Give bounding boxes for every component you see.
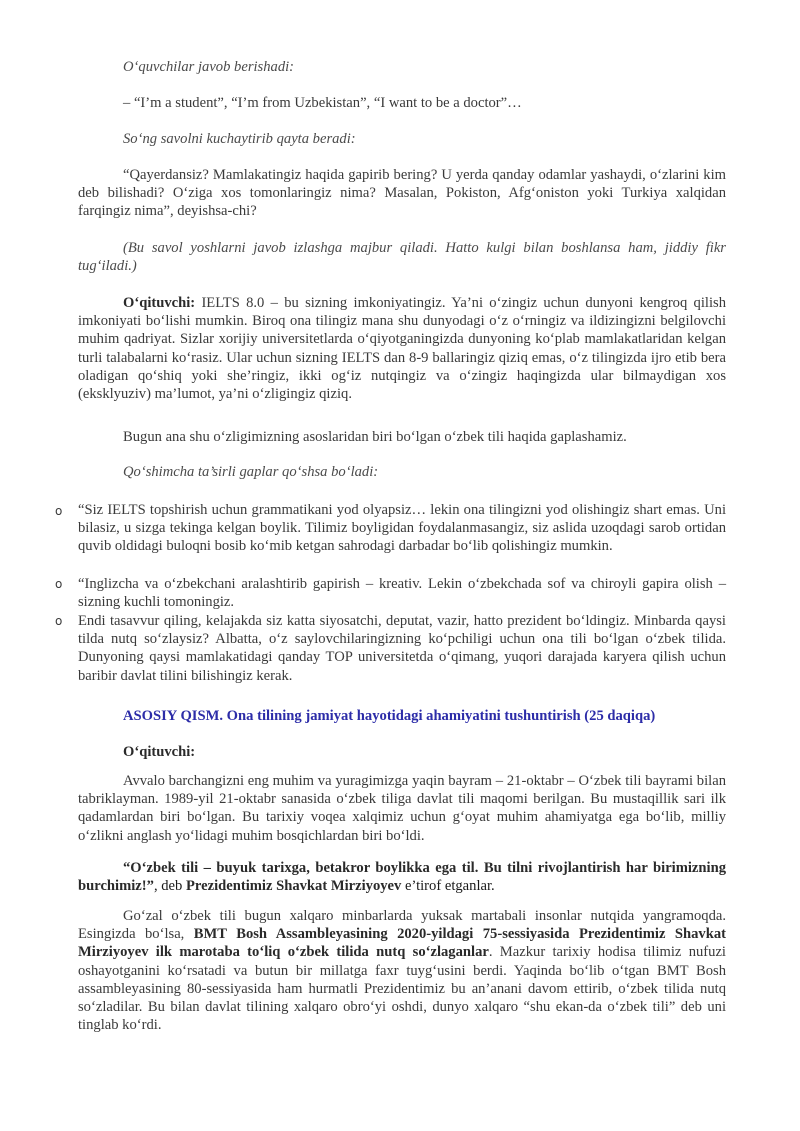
quote-ending: e’tirof etganlar. [401,878,495,895]
un-speech-rest: . Mazkur tarixiy hodisa tilimiz nufuzi oshayotganini ko‘rsatadi va butun bir millatga faxr tuyg‘usini berdi. Yaqinda bo‘lib o‘tgan BMT Bosh assambleyasining 80-sessiyasida ham hurmatli Prezidentimiz bu an’anani davom ettirib, o‘zbek tilida nutq so‘zladilar. Bu bilan davlat tilining xalqaro obro‘yi oshdi, dunyo xalqaro “shu ekan-da o‘zbek tili” deb uni tinglab ko‘rdi. [78,944,726,1034]
bullet-item: “Inglizcha va o‘zbekchani aralashtirib gapirish – kreativ. Lekin o‘zbekchada sof va chiroyli gapira olish – sizning kuchli tomoningiz. [78,576,726,611]
paragraph-un-speech [78,907,726,1034]
un-speech-highlight: BMT Bosh Assambleyasining 2020-yildagi 75-sessiyasida Prezidentimiz Shavkat Mirziyoyev ilk marotaba to‘liq o‘zbek tilida nutq so‘zlaganlar [78,926,726,961]
un-speech-intro: Go‘zal o‘zbek tili bugun xalqaro minbarlarda yuksak martabali insonlar nutqida yangramoqda. Esingizda bo‘lsa, [78,908,726,943]
paragraph-holiday-greeting: Avvalo barchangizni eng muhim va yuragimizga yaqin bayram – 21-oktabr – O‘zbek tili bayrami bilan tabriklayman. 1989-yil 21-oktabr sanasida o‘zbek tiliga davlat tili maqomi berilgan. Bu mustaqillik sari ilk qadamlardan biri bo‘lgan. Bu tarixiy voqea xalqimiz uchun g‘oyat muhim ahamiyatga ega bo‘lib, milliy o‘zlikni anglash yo‘lidagi muhim bosqichlardan biri bo‘ldi. [78,773,726,844]
paragraph-students-answer: O‘quvchilar javob berishadi: [123,59,295,75]
bullet-marker: o [55,614,63,628]
paragraph-additional-phrases: Qo‘shimcha ta’sirli gaplar qo‘shsa bo‘ladi: [123,464,379,480]
quote-connector: , deb [153,878,186,895]
teacher-ielts-text: IELTS 8.0 – bu sizning imkoniyatingiz. Ya’ni o‘zingiz uchun dunyoni kengroq qilish imkoniyati bo‘lishi mumkin. Biroq ona tilingiz mana shu dunyodagi o‘z o‘rningiz va ildizingizni belgilovchi muhim qadriyat. Sizlar xorijiy universitetlarda o‘qiyotganingizda dunyoning ko‘plab mamlakatlaridan kelgan turli talabalarni ko‘rasiz. Ular uchun sizning IELTS dan 8-9 ballaringiz qiziq emas, o‘z tilingizda ijro etib bera oladigan qo‘shiq yoki she’ringiz, ikki og‘iz nutqingiz va o‘zingiz haqingizda ular bilmaydigan xos (eksklyuziv) ma’lumot, ya’ni o‘zligingiz qiziq. [78,295,726,403]
paragraph-student-replies: – “I’m a student”, “I’m from Uzbekistan”, “I want to be a doctor”… [123,95,522,111]
teacher-label: O‘qituvchi: [123,295,196,311]
paragraph-note: (Bu savol yoshlarni javob izlashga majbur qiladi. Hatto kulgi bilan boshlansa ham, jiddiy fikr tug‘iladi.) [78,240,726,275]
paragraph-today-topic: Bugun ana shu o‘zligimizning asoslaridan biri bo‘lgan o‘zbek tili haqida gaplashamiz. [123,429,627,445]
bullet-item: “Siz IELTS topshirish uchun grammatikani yod olyapsiz… lekin ona tilingizni yod olishingiz shart emas. Uni bilasiz, u sizga tekinga kelgan boylik. Tilimiz boyligidan foydalanmasangiz, siz aslida uzoqdagi sarob ortidan quvib oldidagi buloqni bosib ko‘mib ketgan sahrodagi darbadar bo‘lib qolishingiz mumkin. [78,502,726,555]
bullet-marker: o [55,504,63,518]
section-teacher-label: O‘qituvchi: [123,744,196,760]
quote-text: “O‘zbek tili – buyuk tarixga, betakror boylikka ega til. Bu tilni rivojlantirish har birimizning burchimiz!” [78,860,726,895]
paragraph-teacher-ielts [78,294,726,403]
paragraph-president-quote [78,859,726,895]
bullet-marker: o [55,577,63,591]
quote-author: Prezidentimiz Shavkat Mirziyoyev [185,878,402,895]
paragraph-question-text: “Qayerdansiz? Mamlakatingiz haqida gapirib bering? U yerda qanday odamlar yashaydi, o‘zlarini kim deb bilishadi? O‘ziga xos tomonlaringiz nima? Masalan, Pokiston, Afg‘oniston yoki Turkiya xalqidan farqingiz nima”, deyishsa-chi? [78,167,726,220]
bullet-item: Endi tasavvur qiling, kelajakda siz katta siyosatchi, deputat, vazir, hatto prezident bo‘ldingiz. Minbarda qaysi tilda nutq so‘zlaysiz? Albatta, o‘z saylovchilaringizning ko‘pchiligi uchun ona tili bo‘lgan o‘zbek tilida. Dunyoning qaysi mamlakatidagi qanday TOP universitetda o‘qimang, yuqori darajada karyera qilish uchun baribir davlat tilini bilishingiz kerak. [78,613,726,684]
paragraph-question-intensified: So‘ng savolni kuchaytirib qayta beradi: [123,131,356,147]
section-heading: ASOSIY QISM. Ona tilining jamiyat hayotidagi ahamiyatini tushuntirish (25 daqiqa) [123,708,656,724]
